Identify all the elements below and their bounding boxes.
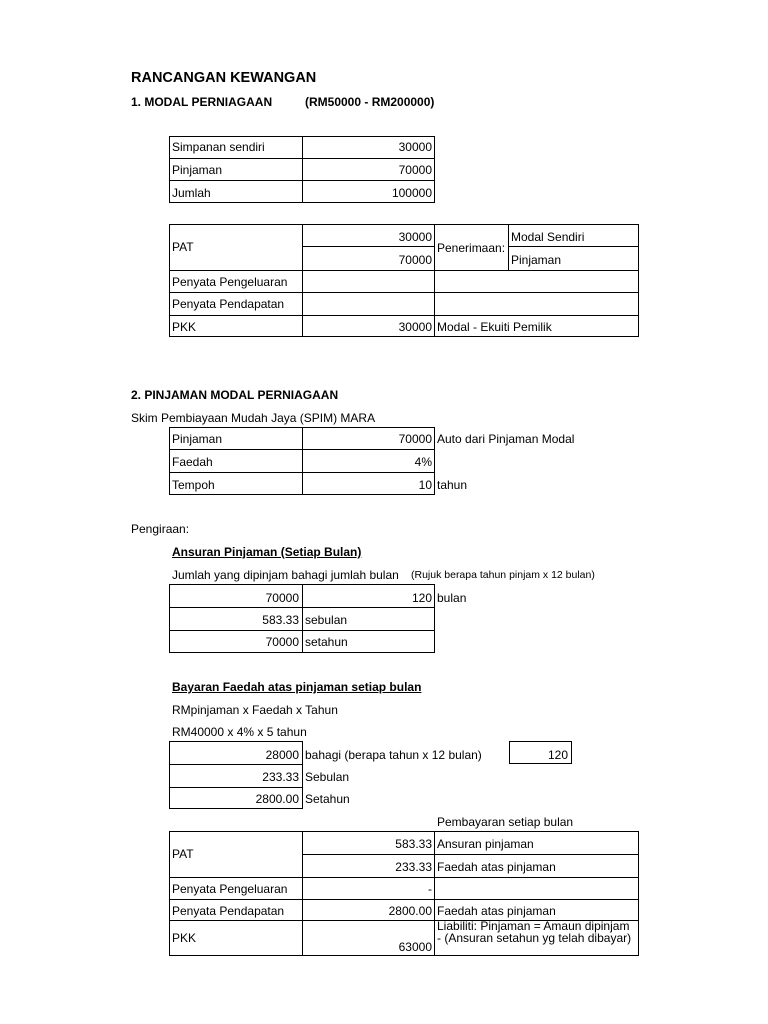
payment-value-2: 233.33 xyxy=(395,860,432,874)
installment-title: Ansuran Pinjaman (Setiap Bulan) xyxy=(172,545,362,559)
installment-months-unit: bulan xyxy=(437,591,467,605)
interest-total: 28000 xyxy=(265,748,299,762)
interest-monthly: 233.33 xyxy=(262,770,299,784)
scheme-name: Skim Pembiayaan Mudah Jaya (SPIM) MARA xyxy=(131,411,376,425)
source-1: Modal Sendiri xyxy=(511,230,585,244)
capital-row-value: 70000 xyxy=(398,163,432,177)
payment-value-1: 583.33 xyxy=(395,837,432,851)
loan-row-value: 10 xyxy=(418,478,432,492)
pat-value-2: 70000 xyxy=(398,253,432,267)
loan-row-value: 4% xyxy=(414,455,432,469)
payment-pengeluaran-value: - xyxy=(428,882,432,896)
calc-label: Pengiraan: xyxy=(131,522,190,536)
installment-monthly-unit: sebulan xyxy=(305,613,348,627)
loan-row-label: Faedah xyxy=(172,455,213,469)
capital-row-value: 100000 xyxy=(391,186,432,200)
source-2: Pinjaman xyxy=(511,253,562,267)
payment-pendapatan-note: Faedah atas pinjaman xyxy=(437,904,556,918)
loan-row-label: Pinjaman xyxy=(172,432,223,446)
section-1-title: 1. MODAL PERNIAGAAN xyxy=(131,95,273,109)
loan-row-label: Tempoh xyxy=(172,478,215,492)
interest-formula: RMpinjaman x Faedah x Tahun xyxy=(172,703,338,717)
capital-row-label: Pinjaman xyxy=(172,163,223,177)
interest-monthly-unit: Sebulan xyxy=(305,770,350,784)
payment-note-2: Faedah atas pinjaman xyxy=(437,860,556,874)
interest-months: 120 xyxy=(547,748,568,762)
pat-label: PAT xyxy=(172,240,194,254)
installment-amount: 70000 xyxy=(265,591,299,605)
pkk-note: Modal - Ekuiti Pemilik xyxy=(437,320,552,334)
interest-divide: bahagi (berapa tahun x 12 bulan) xyxy=(305,748,482,762)
capital-row-value: 30000 xyxy=(398,140,432,154)
payment-pkk-value: 63000 xyxy=(398,940,432,954)
pengeluaran-label: Penyata Pengeluaran xyxy=(172,275,288,289)
payment-pengeluaran-label: Penyata Pengeluaran xyxy=(172,882,288,896)
loan-row-note: Auto dari Pinjaman Modal xyxy=(437,432,575,446)
installment-monthly: 583.33 xyxy=(262,613,299,627)
page-title: RANCANGAN KEWANGAN xyxy=(131,70,317,86)
pat-value-1: 30000 xyxy=(398,230,432,244)
payment-pat-label: PAT xyxy=(172,847,194,861)
payment-note-1: Ansuran pinjaman xyxy=(437,837,534,851)
interest-title: Bayaran Faedah atas pinjaman setiap bulan xyxy=(172,680,422,694)
pkk-value: 30000 xyxy=(398,320,432,334)
payment-pendapatan-label: Penyata Pendapatan xyxy=(172,904,285,918)
payment-pkk-note: Liabiliti: Pinjaman = Amaun dipinjam - (Ansuran setahun yg telah dibayar) xyxy=(437,920,632,945)
penerimaan-label: Penerimaan: xyxy=(437,241,506,255)
installment-months: 120 xyxy=(411,591,432,605)
interest-yearly-unit: Setahun xyxy=(305,792,350,806)
capital-row-label: Simpanan sendiri xyxy=(172,140,265,154)
pkk-label: PKK xyxy=(172,320,197,334)
section-1-range: (RM50000 - RM200000) xyxy=(305,95,435,109)
interest-example: RM40000 x 4% x 5 tahun xyxy=(172,725,307,739)
capital-row-label: Jumlah xyxy=(172,186,211,200)
payment-pendapatan-value: 2800.00 xyxy=(388,904,432,918)
pendapatan-label: Penyata Pendapatan xyxy=(172,297,285,311)
payment-header: Pembayaran setiap bulan xyxy=(437,815,574,829)
installment-yearly-unit: setahun xyxy=(305,635,348,649)
installment-yearly: 70000 xyxy=(265,635,299,649)
loan-row-note: tahun xyxy=(437,478,468,492)
installment-desc: Jumlah yang dipinjam bahagi jumlah bulan xyxy=(172,568,399,582)
installment-note: (Rujuk berapa tahun pinjam x 12 bulan) xyxy=(411,569,595,581)
interest-yearly: 2800.00 xyxy=(255,792,299,806)
loan-row-value: 70000 xyxy=(398,432,432,446)
section-2-title: 2. PINJAMAN MODAL PERNIAGAAN xyxy=(131,388,339,402)
payment-pkk-label: PKK xyxy=(172,931,197,945)
